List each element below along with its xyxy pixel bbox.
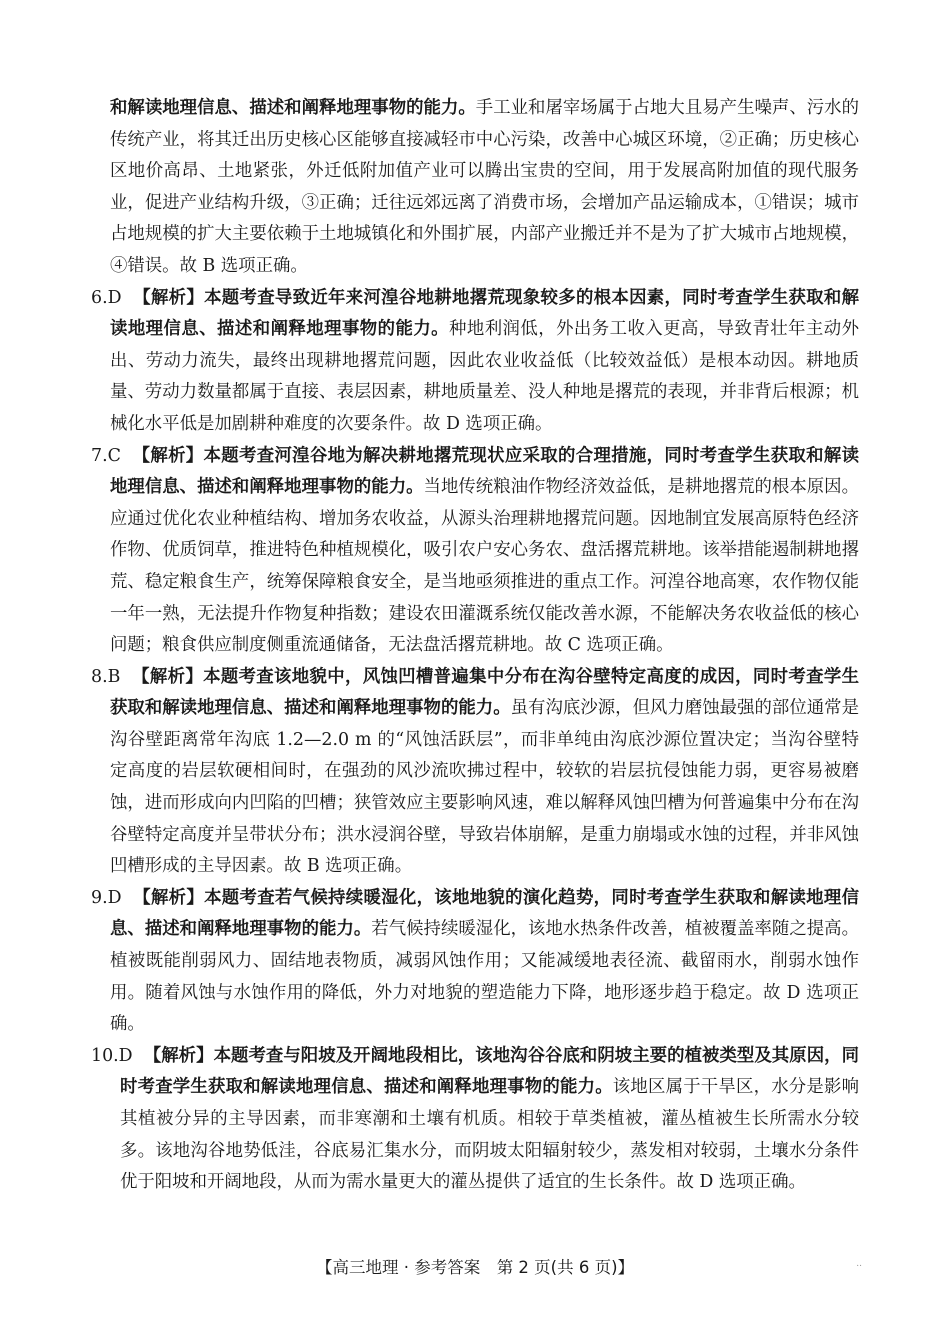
- question-explanation: 当地传统粮油作物经济效益低，是耕地撂荒的根本原因。应通过优化农业种植结构、增加务农收益，从源头治理耕地撂荒问题。因地制宜发展高原特色经济作物、优质饲草，推进特色种植规模化，吸引农户安心务农、盘活撂荒耕地。该举措能遏制耕地撂荒、稳定粮食生产，统筹保障粮食安全，是当地亟须推进的重点工作。河湟谷地高寒，农作物仅能一年一熟，无法提升作物复种指数；建设农田灌溉系统仅能改善水源，不能解决务农收益低的核心问题；粮食供应制度侧重流通储备，无法盘活撂荒耕地。故 C 选项正确。: [110, 477, 859, 656]
- question-8: [91, 662, 859, 883]
- question-lead: 本题考查与阳坡及开阔地段相比，该地沟谷谷底和阴坡主要的植被类型及其原因，同时考查学生获取和解读地理信息、描述和阐释地理事物的能力。: [120, 1045, 859, 1098]
- question-9: [91, 883, 859, 1041]
- continuation-lead: 和解读地理信息、描述和阐释地理事物的能力。: [110, 98, 476, 118]
- answer-body: [91, 93, 859, 1199]
- question-number: 10.: [91, 1045, 119, 1066]
- question-number: 8.: [91, 666, 108, 687]
- question-number: 6.: [91, 287, 108, 308]
- continuation-paragraph: [91, 93, 859, 283]
- continuation-text: 手工业和屠宰场属于占地大且易产生噪声、污水的传统产业，将其迁出历史核心区能够直接减轻市中心污染，改善中心城区环境，②正确；历史核心区地价高昂、土地紧张，外迁低附加值产业可以腾出宝贵的空间，用于发展高附加值的现代服务业，促进产业结构升级，③正确；迁往远郊远离了消费市场，会增加产品运输成本，①错误；城市占地规模的扩大主要依赖于土地城镇化和外围扩展，内部产业搬迁并不是为了扩大城市占地规模，④错误。故 B 选项正确。: [110, 98, 859, 276]
- question-answer: B: [107, 666, 121, 687]
- question-number: 7.: [91, 445, 108, 466]
- question-answer: D: [118, 1045, 133, 1066]
- question-answer: C: [107, 445, 121, 466]
- analysis-tag: 【解析】: [132, 666, 204, 687]
- question-explanation: 种地利润低，外出务工收入更高，导致青壮年主动外出、劳动力流失，最终出现耕地撂荒问题，因此农业收益低（比较效益低）是根本动因。耕地质量、劳动力数量都属于直接、表层因素，耕地质量差、没人种地是撂荒的表现，并非背后根源；机械化水平低是加剧耕种难度的次要条件。故 D 选项正确。: [110, 319, 859, 434]
- question-answer: D: [107, 887, 122, 908]
- question-lead: 本题考查河湟谷地为解决耕地撂荒现状应采取的合理措施，同时考查学生获取和解读地理信息、描述和阐释地理事物的能力。: [110, 445, 859, 498]
- question-explanation: 若气候持续暖湿化，该地水热条件改善，植被覆盖率随之提高。植被既能削弱风力、固结地表物质，减弱风蚀作用；又能减缓地表径流、截留雨水，削弱水蚀作用。随着风蚀与水蚀作用的降低，外力对地貌的塑造能力下降，地形逐步趋于稳定。故 D 选项正确。: [110, 919, 859, 1035]
- question-lead: 本题考查若气候持续暖湿化，该地地貌的演化趋势，同时考查学生获取和解读地理信息、描述和阐释地理事物的能力。: [110, 887, 859, 940]
- analysis-tag: 【解析】: [133, 887, 205, 908]
- question-number: 9.: [91, 887, 108, 908]
- question-6: [91, 283, 859, 441]
- question-lead: 本题考查导致近年来河湟谷地耕地撂荒现象较多的根本因素，同时考查学生获取和解读地理信息、描述和阐释地理事物的能力。: [110, 287, 859, 340]
- question-explanation: 虽有沟底沙源，但风力磨蚀最强的部位通常是沟谷壁距离常年沟底 1.2—2.0 m 的“风蚀活跃层”，而非单纯由沟底沙源位置决定；当沟谷壁特定高度的岩层软硬相间时，在强劲的风沙流吹拂过程中，较软的岩层抗侵蚀能力弱，更容易被磨蚀，进而形成向内凹陷的凹槽；狭管效应主要影响风速，难以解释风蚀凹槽为何普遍集中分布在沟谷壁特定高度并呈带状分布；洪水浸润谷壁，导致岩体崩解，是重力崩塌或水蚀的过程，并非风蚀凹槽形成的主导因素。故 B 选项正确。: [110, 698, 859, 877]
- analysis-tag: 【解析】: [143, 1045, 214, 1066]
- question-lead: 本题考查该地貌中，风蚀凹槽普遍集中分布在沟谷壁特定高度的成因，同时考查学生获取和解读地理信息、描述和阐释地理事物的能力。: [110, 666, 859, 719]
- analysis-tag: 【解析】: [132, 445, 204, 466]
- footer-mark: ..: [856, 1259, 862, 1269]
- analysis-tag: 【解析】: [133, 287, 205, 308]
- question-7: [91, 441, 859, 662]
- question-answer: D: [107, 287, 122, 308]
- question-explanation: 该地区属于干旱区，水分是影响其植被分异的主导因素，而非寒潮和土壤有机质。相较于草类植被，灌丛植被生长所需水分较多。该地沟谷地势低洼，谷底易汇集水分，而阴坡太阳辐射较少，蒸发相对较弱，土壤水分条件优于阳坡和开阔地段，从而为需水量更大的灌丛提供了适宜的生长条件。故 D 选项正确。: [120, 1077, 859, 1193]
- page-footer: 【高三地理 · 参考答案 第 2 页(共 6 页)】: [315, 1258, 635, 1277]
- question-10: [91, 1041, 859, 1199]
